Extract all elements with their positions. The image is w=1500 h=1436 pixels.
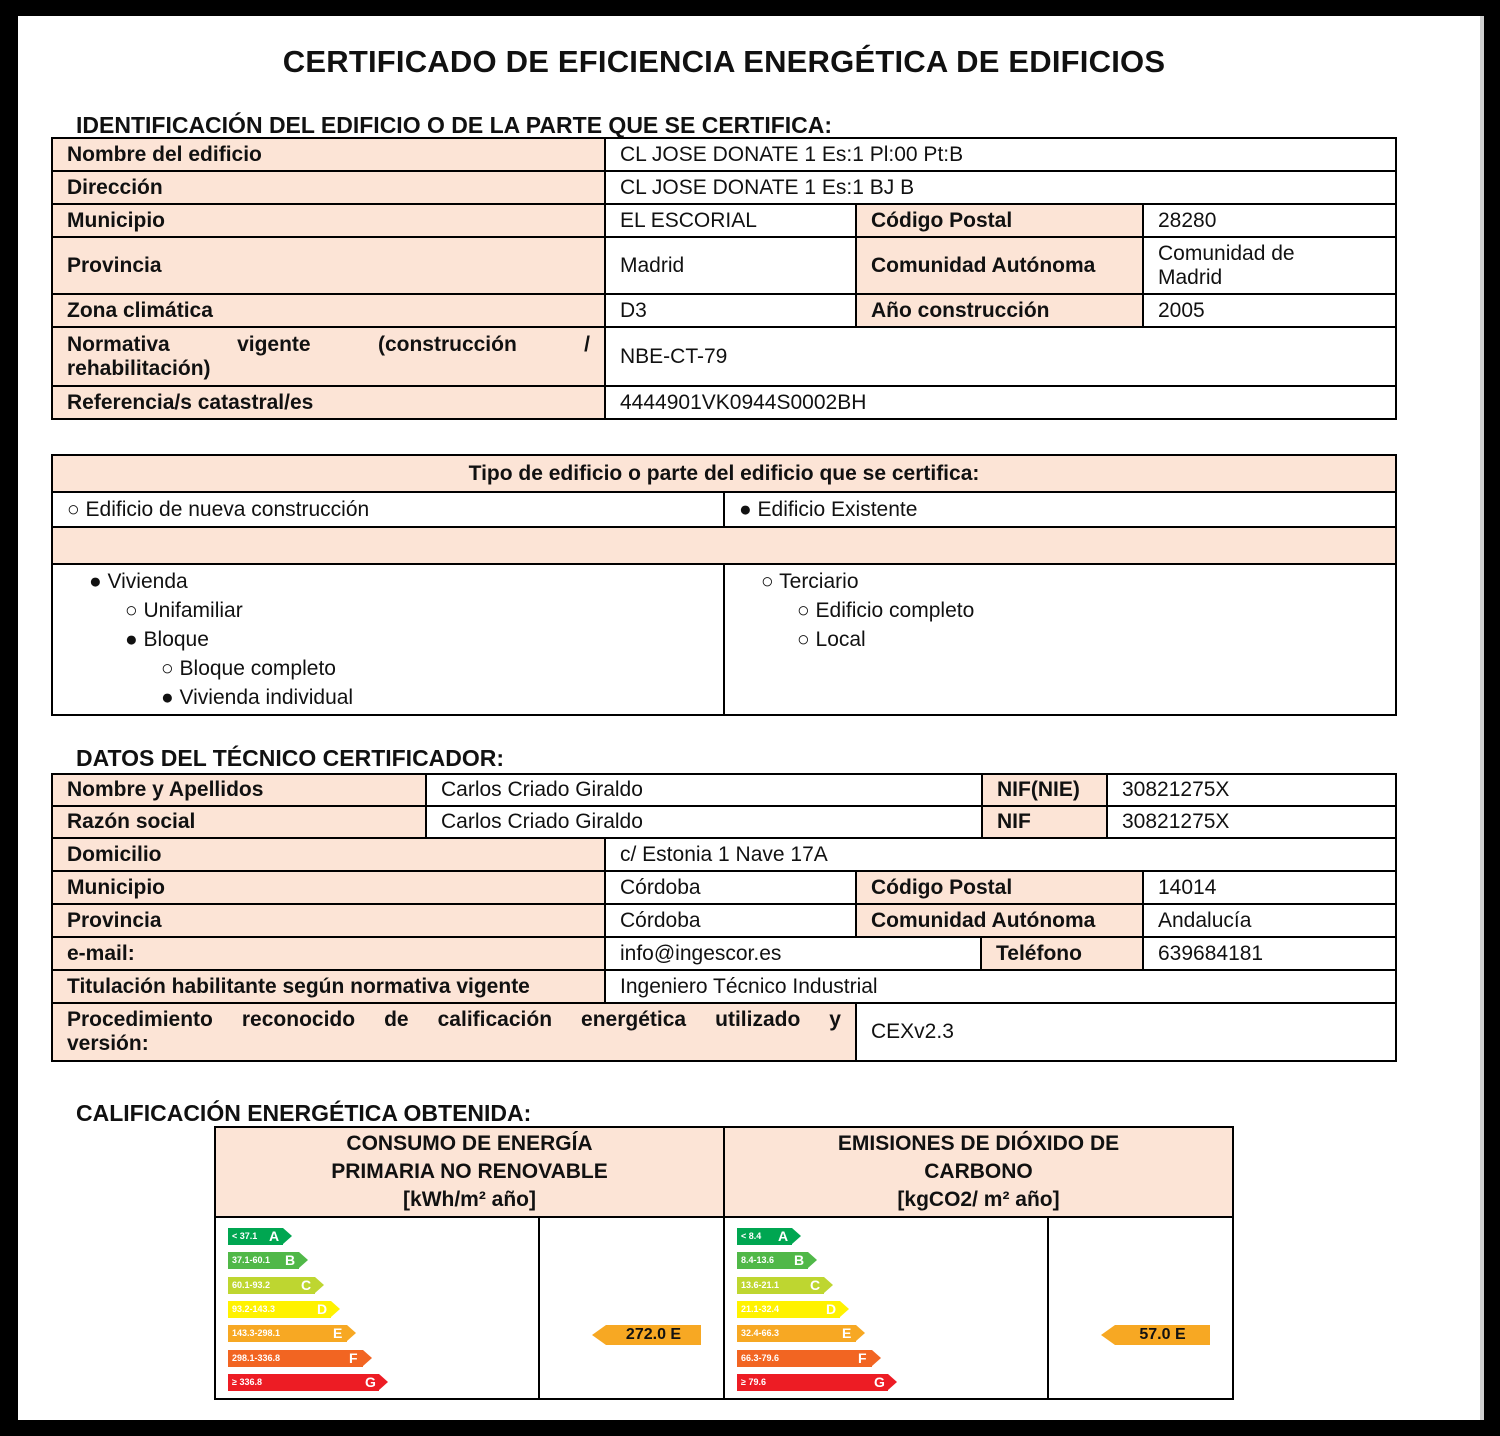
option-bloque-completo: ○ Bloque completo — [161, 657, 336, 680]
emisiones-scale-letter-e: E — [842, 1325, 852, 1342]
emisiones-scale-letter-a: A — [778, 1228, 789, 1244]
telefono-value: 639684181 — [1143, 937, 1396, 970]
normativa-label — [52, 327, 605, 386]
emisiones-scale-range-c: 13.6-21.1 — [741, 1279, 780, 1290]
table-row — [52, 294, 1396, 327]
nif-nie-value: 30821275X — [1107, 774, 1396, 806]
table-row — [52, 871, 1396, 904]
emisiones-scale-tip-d — [840, 1301, 849, 1317]
consumo-result-arrow-tip — [592, 1325, 606, 1345]
option-terciario: ○ Terciario — [761, 570, 859, 593]
table-row — [52, 774, 1396, 806]
consumo-scale-range-e: 143.3-298.1 — [232, 1328, 281, 1339]
section-tecnico-heading: DATOS DEL TÉCNICO CERTIFICADOR: — [76, 745, 505, 771]
table-row — [52, 138, 1396, 171]
referencia-catastral-value: 4444901VK0944S0002BH — [605, 386, 1396, 419]
consumo-header-line-2: PRIMARIA NO RENOVABLE — [331, 1160, 608, 1183]
option-local: ○ Local — [797, 628, 866, 651]
table-row — [52, 937, 1396, 970]
consumo-header-line-1: CONSUMO DE ENERGÍA — [346, 1132, 593, 1155]
tecnico-comunidad-label: Comunidad Autónoma — [856, 904, 1143, 937]
consumo-scale-bar-a — [228, 1228, 283, 1245]
municipio-label: Municipio — [52, 204, 605, 237]
normativa-label-line-2: rehabilitación) — [67, 356, 211, 380]
option-unifamiliar: ○ Unifamiliar — [125, 599, 243, 622]
consumo-header — [215, 1127, 724, 1217]
email-value: info@ingescor.es — [605, 937, 981, 970]
emisiones-header-line-1: EMISIONES DE DIÓXIDO DE — [837, 1132, 1120, 1155]
calificacion-table — [214, 1126, 1234, 1400]
consumo-scale-tip-g — [379, 1374, 388, 1390]
consumo-scale-range-d: 93.2-143.3 — [232, 1303, 276, 1314]
emisiones-scale-letter-c: C — [810, 1276, 821, 1293]
table-row — [215, 1217, 1233, 1399]
consumo-scale-letter-e: E — [333, 1325, 343, 1342]
emisiones-scale-letter-f: F — [858, 1349, 867, 1366]
table-row — [52, 806, 1396, 838]
razon-social-value: Carlos Criado Giraldo — [426, 806, 982, 838]
anio-construccion-label: Año construcción — [856, 294, 1143, 327]
emisiones-scale-bar-c — [737, 1277, 824, 1294]
consumo-scale-bar-b — [228, 1252, 299, 1269]
table-row — [215, 1127, 1233, 1217]
domicilio-value: c/ Estonia 1 Nave 17A — [605, 838, 1396, 871]
emisiones-scale-range-e: 32.4-66.3 — [741, 1328, 780, 1339]
emisiones-energy-scale — [725, 1218, 1047, 1398]
table-row — [52, 204, 1396, 237]
emisiones-scale-range-b: 8.4-13.6 — [741, 1255, 775, 1266]
terciario-options — [724, 564, 1396, 715]
tecnico-codigo-postal-label: Código Postal — [856, 871, 1143, 904]
emisiones-scale-tip-a — [792, 1228, 801, 1244]
consumo-scale-letter-a: A — [269, 1228, 280, 1244]
municipio-value: EL ESCORIAL — [605, 204, 856, 237]
consumo-result-cell — [539, 1217, 724, 1399]
emisiones-scale-letter-g: G — [874, 1373, 885, 1390]
table-row — [52, 237, 1396, 294]
emisiones-scale-range-f: 66.3-79.6 — [741, 1352, 780, 1363]
comunidad-autonoma-line-2: Madrid — [1158, 265, 1223, 289]
nif-value: 30821275X — [1107, 806, 1396, 838]
consumo-scale-bar-d — [228, 1301, 331, 1318]
procedimiento-label-line-2: versión: — [67, 1032, 149, 1055]
consumo-scale-range-c: 60.1-93.2 — [232, 1279, 271, 1290]
consumo-scale-letter-f: F — [349, 1349, 358, 1366]
titulacion-value: Ingeniero Técnico Industrial — [605, 970, 1396, 1003]
emisiones-scale-tip-e — [856, 1325, 865, 1341]
certificate-page — [18, 16, 1484, 1420]
emisiones-scale-letter-d: D — [826, 1300, 837, 1317]
table-row — [52, 1003, 1396, 1061]
comunidad-autonoma-label: Comunidad Autónoma — [856, 237, 1143, 294]
consumo-scale-tip-a — [283, 1228, 292, 1244]
consumo-scale-letter-b: B — [285, 1252, 296, 1269]
zona-climatica-value: D3 — [605, 294, 856, 327]
table-row — [52, 527, 1396, 564]
table-row — [52, 838, 1396, 871]
telefono-label: Teléfono — [981, 937, 1143, 970]
nif-label: NIF — [982, 806, 1107, 838]
consumo-result-value: 272.0 E — [625, 1326, 682, 1343]
tipo-edificio-spacer — [52, 527, 1396, 564]
emisiones-scale-tip-g — [888, 1374, 897, 1390]
consumo-scale-bar-c — [228, 1277, 315, 1294]
emisiones-scale-range-d: 21.1-32.4 — [741, 1303, 780, 1314]
consumo-scale-range-f: 298.1-336.8 — [232, 1352, 281, 1363]
consumo-scale-bar-g — [228, 1374, 379, 1391]
emisiones-scale-cell — [724, 1217, 1048, 1399]
consumo-scale-cell — [215, 1217, 539, 1399]
consumo-scale-letter-d: D — [317, 1300, 328, 1317]
section-calificacion-heading: CALIFICACIÓN ENERGÉTICA OBTENIDA: — [76, 1100, 532, 1126]
emisiones-scale-bar-b — [737, 1252, 808, 1269]
normativa-label-line-1: Normativa vigente (construcción / — [67, 332, 590, 356]
consumo-scale-tip-e — [347, 1325, 356, 1341]
consumo-result-arrow — [606, 1325, 701, 1345]
page-edge-shadow — [1480, 16, 1484, 1420]
consumo-energy-scale — [216, 1218, 538, 1398]
consumo-header-line-3: [kWh/m² año] — [403, 1188, 536, 1211]
table-row — [52, 327, 1396, 386]
nombre-edificio-value: CL JOSE DONATE 1 Es:1 Pl:00 Pt:B — [605, 138, 1396, 171]
consumo-scale-letter-g: G — [365, 1373, 376, 1390]
comunidad-autonoma-line-1 — [1158, 242, 1381, 266]
tecnico-municipio-label: Municipio — [52, 871, 605, 904]
tipo-edificio-header: Tipo de edificio o parte del edificio que se certifica: — [52, 455, 1396, 492]
procedimiento-label-line-1: Procedimiento reconocido de calificación energética utilizado y — [67, 1008, 841, 1031]
tipo-edificio-table — [51, 454, 1397, 716]
emisiones-scale-letter-b: B — [794, 1252, 805, 1269]
nif-nie-label: NIF(NIE) — [982, 774, 1107, 806]
option-vivienda: ● Vivienda — [89, 570, 188, 593]
procedimiento-value: CEXv2.3 — [856, 1003, 1396, 1061]
consumo-scale-tip-f — [363, 1350, 372, 1366]
emisiones-result-cell — [1048, 1217, 1233, 1399]
tecnico-provincia-label: Provincia — [52, 904, 605, 937]
direccion-value: CL JOSE DONATE 1 Es:1 BJ B — [605, 171, 1396, 204]
consumo-scale-bar-f — [228, 1350, 363, 1367]
emisiones-result-arrow-tip — [1101, 1325, 1115, 1345]
consumo-scale-letter-c: C — [301, 1276, 312, 1293]
codigo-postal-label: Código Postal — [856, 204, 1143, 237]
nombre-edificio-label: Nombre del edificio — [52, 138, 605, 171]
table-row — [52, 171, 1396, 204]
emisiones-result-arrow — [1115, 1325, 1210, 1345]
radio-edificio-existente: ● Edificio Existente — [724, 492, 1396, 527]
tecnico-nombre-value: Carlos Criado Giraldo — [426, 774, 982, 806]
table-row — [52, 492, 1396, 527]
emisiones-scale-range-a: < 8.4 — [741, 1231, 762, 1241]
consumo-scale-tip-b — [299, 1252, 308, 1268]
comunidad-autonoma-text-1: Comunidad de — [1158, 241, 1295, 265]
consumo-scale-tip-c — [315, 1277, 324, 1293]
emisiones-scale-bar-e — [737, 1325, 856, 1342]
tecnico-codigo-postal-value: 14014 — [1143, 871, 1396, 904]
procedimiento-label — [52, 1003, 856, 1061]
codigo-postal-value: 28280 — [1143, 204, 1396, 237]
direccion-label: Dirección — [52, 171, 605, 204]
emisiones-scale-range-g: ≥ 79.6 — [741, 1376, 766, 1387]
radio-nueva-construccion: ○ Edificio de nueva construcción — [52, 492, 724, 527]
tecnico-table-top — [51, 773, 1397, 839]
emisiones-header-line-3: [kgCO2/ m² año] — [897, 1188, 1060, 1211]
email-label: e-mail: — [52, 937, 605, 970]
table-row — [52, 386, 1396, 419]
identificacion-table — [51, 137, 1397, 420]
emisiones-result-value: 57.0 E — [1139, 1326, 1186, 1343]
option-vivienda-individual: ● Vivienda individual — [161, 686, 354, 709]
table-row — [52, 970, 1396, 1003]
section-identificacion-heading: IDENTIFICACIÓN DEL EDIFICIO O DE LA PARTE QUE SE CERTIFICA: — [76, 112, 833, 138]
emisiones-scale-bar-g — [737, 1374, 888, 1391]
table-row — [52, 455, 1396, 492]
emisiones-scale-bar-f — [737, 1350, 872, 1367]
tecnico-table-bottom — [51, 837, 1397, 1004]
titulacion-label: Titulación habilitante según normativa vigente — [52, 970, 605, 1003]
anio-construccion-value: 2005 — [1143, 294, 1396, 327]
normativa-value: NBE-CT-79 — [605, 327, 1396, 386]
emisiones-header-line-2: CARBONO — [924, 1160, 1033, 1183]
table-row — [52, 904, 1396, 937]
comunidad-autonoma-value — [1143, 237, 1396, 294]
tecnico-provincia-value: Córdoba — [605, 904, 856, 937]
domicilio-label: Domicilio — [52, 838, 605, 871]
procedimiento-table — [51, 1002, 1397, 1062]
option-bloque: ● Bloque — [125, 628, 209, 651]
consumo-scale-range-a: < 37.1 — [232, 1231, 258, 1241]
emisiones-scale-bar-d — [737, 1301, 840, 1318]
consumo-scale-range-g: ≥ 336.8 — [232, 1376, 262, 1387]
option-edificio-completo: ○ Edificio completo — [797, 599, 975, 622]
tecnico-nombre-label: Nombre y Apellidos — [52, 774, 426, 806]
consumo-scale-range-b: 37.1-60.1 — [232, 1255, 271, 1266]
document-title: CERTIFICADO DE EFICIENCIA ENERGÉTICA DE EDIFICIOS — [282, 44, 1166, 79]
vivienda-options — [52, 564, 724, 715]
consumo-scale-tip-d — [331, 1301, 340, 1317]
emisiones-scale-tip-f — [872, 1350, 881, 1366]
emisiones-scale-tip-c — [824, 1277, 833, 1293]
consumo-scale-bar-e — [228, 1325, 347, 1342]
emisiones-scale-tip-b — [808, 1252, 817, 1268]
table-row — [52, 564, 1396, 715]
referencia-catastral-label: Referencia/s catastral/es — [52, 386, 605, 419]
emisiones-header — [724, 1127, 1233, 1217]
razon-social-label: Razón social — [52, 806, 426, 838]
emisiones-scale-bar-a — [737, 1228, 792, 1245]
tecnico-comunidad-value: Andalucía — [1143, 904, 1396, 937]
provincia-label: Provincia — [52, 237, 605, 294]
provincia-value: Madrid — [605, 237, 856, 294]
zona-climatica-label: Zona climática — [52, 294, 605, 327]
tecnico-municipio-value: Córdoba — [605, 871, 856, 904]
